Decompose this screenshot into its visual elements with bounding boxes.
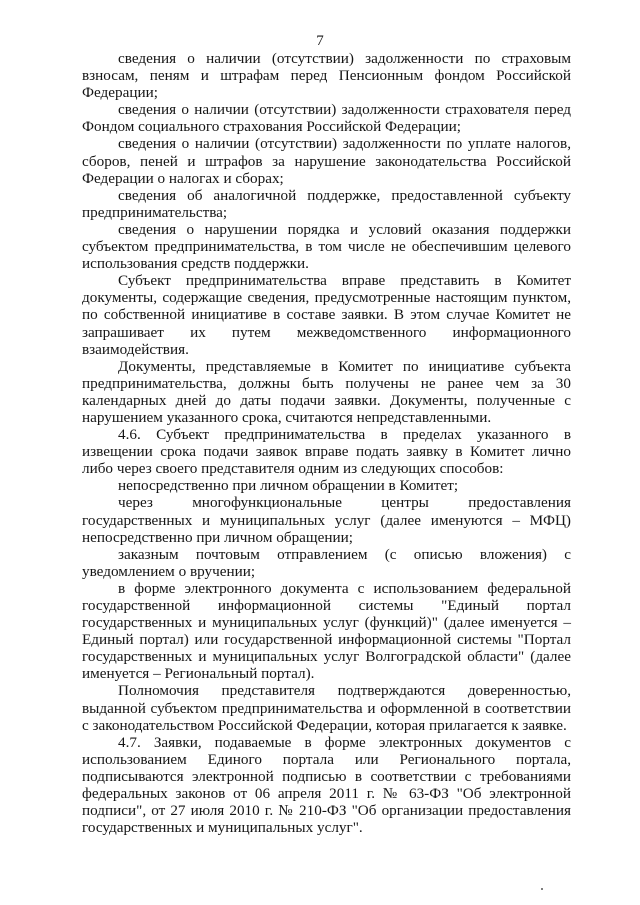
paragraph-social-insurance-debt: сведения о наличии (отсутствии) задолженности страхователя перед Фондом социального страхования Российской Федерации; <box>82 101 571 136</box>
scan-speck <box>541 888 543 890</box>
paragraph-registered-mail: заказным почтовым отправлением (с описью вложения) с уведомлением о вручении; <box>82 545 571 580</box>
paragraph-tax-debt: сведения о наличии (отсутствии) задолженности по уплате налогов, сборов, пеней и штрафов за нарушение законодательства Российской Федерации о налогах и сборах; <box>82 135 571 187</box>
paragraph-electronic-document: в форме электронного документа с использованием федеральной государственной информационной системы "Единый портал государственных и муниципальных услуг (функций)" (далее именуется – Единый портал) или государственной информационной системы "Портал государственных и муниципальных услуг Волгоградской области" (далее именуется – Региональный портал). <box>82 579 571 683</box>
paragraph-section-4-6: 4.6. Субъект предпринимательства в пределах указанного в извещении срока подачи заявок вправе подать заявку в Комитет лично либо через своего представителя одним из следующих способов: <box>82 426 571 478</box>
paragraph-similar-support: сведения об аналогичной поддержке, предоставленной субъекту предпринимательства; <box>82 186 571 221</box>
paragraph-pension-fund-debt: сведения о наличии (отсутствии) задолженности по страховым взносам, пеням и штрафам перед Пенсионным фондом Российской Федерации; <box>82 50 571 102</box>
paragraph-support-violation: сведения о нарушении порядка и условий оказания поддержки субъектом предпринимательства, в том числе не обеспечившим целевого использования средств поддержки. <box>82 220 571 273</box>
paragraph-mfc: через многофункциональные центры предоставления государственных и муниципальных услуг (далее именуются – МФЦ) непосредственно при личном обращении; <box>82 494 571 546</box>
paragraph-document-validity: Документы, представляемые в Комитет по инициативе субъекта предпринимательства, должны быть получены не ранее чем за 30 календарных дней до даты подачи заявки. Документы, полученные с нарушением указанного срока, считаются непредставленными. <box>82 357 571 426</box>
paragraph-in-person: непосредственно при личном обращении в Комитет; <box>118 477 459 495</box>
paragraph-power-of-attorney: Полномочия представителя подтверждаются доверенностью, выданной субъектом предпринимательства и оформленной в соответствии с законодательством Российской Федерации, которая прилагается к заявке. <box>82 682 571 734</box>
document-body <box>82 50 571 836</box>
paragraph-section-4-7: 4.7. Заявки, подаваемые в форме электронных документов с использованием Единого портала или Регионального портала, подписываются электронной подписью в соответствии с требованиями федеральных законов от 06 апреля 2011 г. № 63-ФЗ "Об электронной подписи", от 27 июля 2010 г. № 210-ФЗ "Об организации предоставления государственных и муниципальных услуг". <box>82 733 571 837</box>
page-number: 7 <box>316 33 324 49</box>
paragraph-own-initiative: Субъект предпринимательства вправе представить в Комитет документы, содержащие сведения, предусмотренные настоящим пунктом, по собственной инициативе в составе заявки. В этом случае Комитет не запрашивает их путем межведомственного информационного взаимодействия. <box>82 272 571 358</box>
